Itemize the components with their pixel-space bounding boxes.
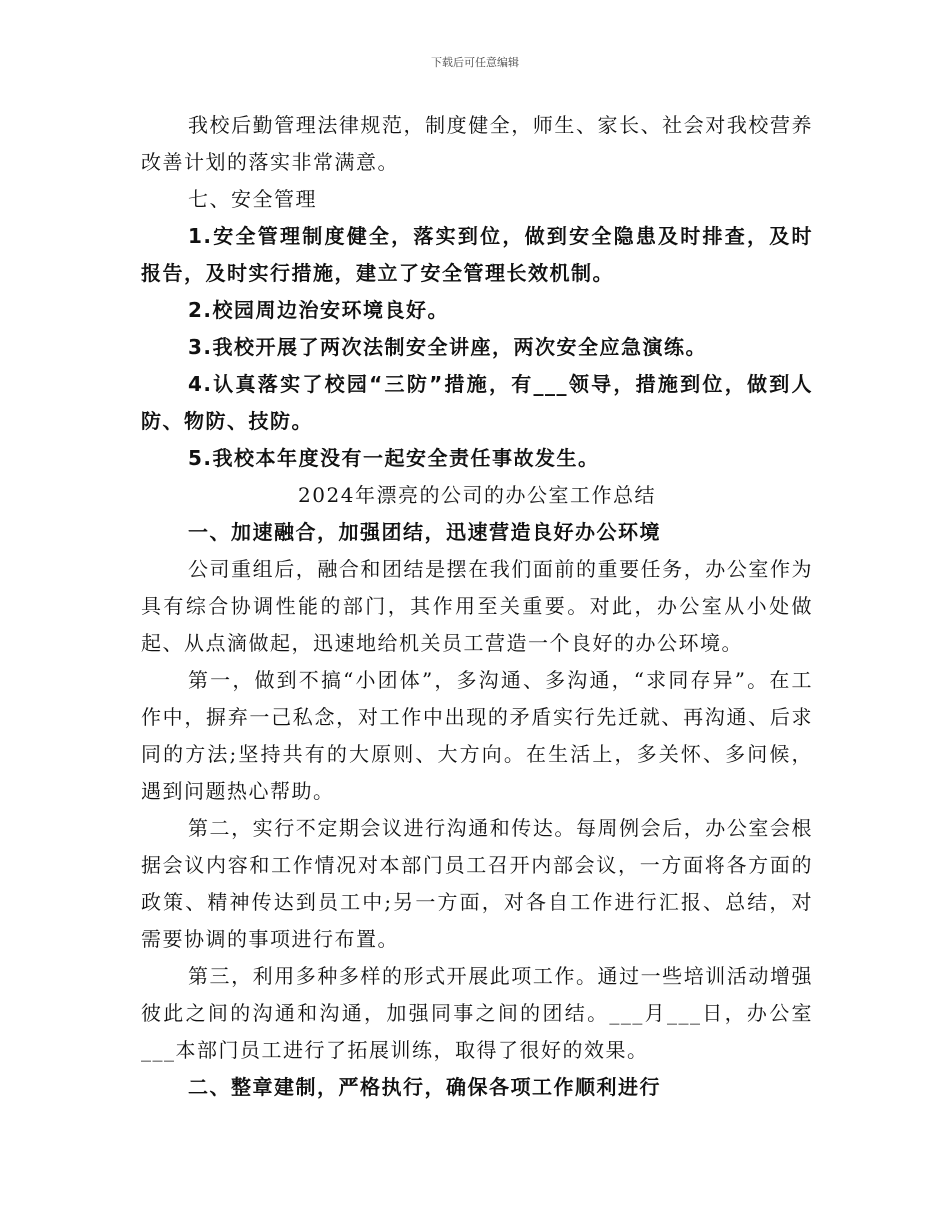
section-heading-1: 一、加速融合，加强团结，迅速营造良好办公环境 [188,520,661,544]
safety-item-1: 1.安全管理制度健全，落实到位，做到安全隐患及时排查，及时报告，及时实行措施，建立了安全管理长效机制。 [141,224,813,285]
document-title: 2024年漂亮的公司的办公室工作总结 [298,483,656,507]
page-header: 下载后可任意编辑 [431,56,519,69]
document-body [141,107,813,1106]
paragraph-merger: 公司重组后，融合和团结是摆在我们面前的重要任务，办公室作为具有综合协调性能的部门，其作用至关重要。对此，办公室从小处做起、从点滴做起，迅速地给机关员工营造一个良好的办公环境。 [141,557,813,655]
safety-item-2: 2.校园周边治安环境良好。 [188,298,450,322]
paragraph-logistics: 我校后勤管理法律规范，制度健全，师生、家长、社会对我校营养改善计划的落实非常满意。 [141,113,813,174]
safety-item-4: 4.认真落实了校园“三防”措施，有___领导，措施到位，做到人防、物防、技防。 [141,372,813,433]
section-heading-safety: 七、安全管理 [188,187,317,211]
paragraph-first: 第一，做到不搞“小团体”，多沟通、多沟通，“求同存异”。在工作中，摒弃一己私念，对工作中出现的矛盾实行先迁就、再沟通、后求同的方法;坚持共有的大原则、大方向。在生活上，多关怀、多问候，遇到问题热心帮助。 [141,668,813,803]
paragraph-third: 第三，利用多种多样的形式开展此项工作。通过一些培训活动增强彼此之间的沟通和沟通，加强同事之间的团结。___月___日，办公室___本部门员工进行了拓展训练，取得了很好的效果。 [141,964,813,1062]
safety-item-5: 5.我校本年度没有一起安全责任事故发生。 [188,446,600,470]
paragraph-second: 第二，实行不定期会议进行沟通和传达。每周例会后，办公室会根据会议内容和工作情况对本部门员工召开内部会议，一方面将各方面的政策、精神传达到员工中;另一方面，对各自工作进行汇报、总结，对需要协调的事项进行布置。 [141,816,813,951]
section-heading-2: 二、整章建制，严格执行，确保各项工作顺利进行 [188,1075,661,1099]
safety-item-3: 3.我校开展了两次法制安全讲座，两次安全应急演练。 [188,335,708,359]
